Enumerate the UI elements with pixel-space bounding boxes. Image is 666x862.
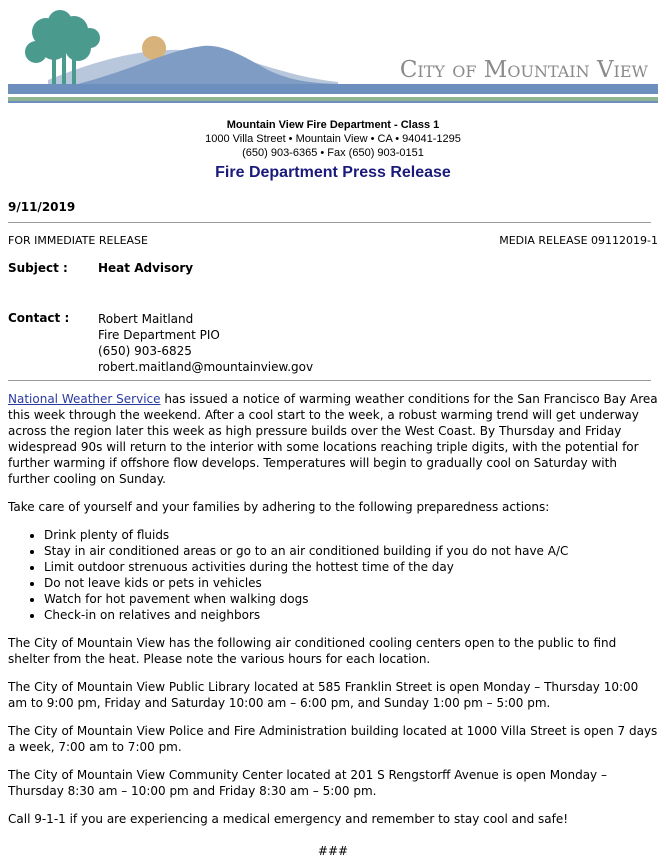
police-fire-paragraph: The City of Mountain View Police and Fire Administration building located at 1000 Villa Street is open 7 days a week, 7:00 am to 7:00 pm. (8, 724, 658, 754)
page-title: Fire Department Press Release (215, 164, 451, 181)
divider (8, 380, 651, 381)
end-mark: ### (317, 844, 349, 858)
press-release-body (8, 391, 660, 839)
department-name: Mountain View Fire Department - Class 1 (226, 119, 440, 131)
divider (8, 222, 651, 223)
contact-phone: (650) 903-6825 (98, 344, 192, 358)
immediate-release-label: FOR IMMEDIATE RELEASE (8, 234, 148, 247)
contact-name: Robert Maitland (98, 312, 194, 326)
subject-value: Heat Advisory (98, 261, 194, 275)
department-address: 1000 Villa Street • Mountain View • CA • 94041-1295 (205, 133, 461, 145)
intro-text: has issued a notice of warming weather conditions for the San Francisco Bay Area this week through the weekend. After a cool start to the week, a robust warming trend will get underway across the region later this week as high pressure builds over the West Coast. By Thursday and Friday widespread 90s will return to the interior with some locations reaching triple digits, with the potential for further warming if offshore flow develops. Temperatures will begin to gradually cool on Saturday with further cooling on Sunday. (8, 392, 658, 486)
contact-email: robert.maitland@mountainview.gov (98, 360, 314, 374)
city-name: City of Mountain View (399, 57, 648, 83)
city-banner (8, 8, 658, 108)
community-center-paragraph: The City of Mountain View Community Center located at 201 S Rengstorff Avenue is open Monday – Thursday 8:30 am – 10:00 pm and Friday 8:30 am – 5:00 pm. (8, 768, 607, 798)
media-release-number: MEDIA RELEASE 09112019-1 (499, 234, 658, 247)
list-item: • Check-in on relatives and neighbors (44, 607, 660, 623)
cooling-centers-paragraph: The City of Mountain View has the following air conditioned cooling centers open to the public to find shelter from the heat. Please note the various hours for each location. (8, 636, 617, 666)
subject-label: Subject : (8, 261, 68, 275)
emergency-paragraph: Call 9-1-1 if you are experiencing a medical emergency and remember to stay cool and safe! (8, 812, 569, 826)
intro-paragraph (8, 391, 660, 487)
list-item: • Limit outdoor strenuous activities during the hottest time of the day (44, 559, 660, 575)
contact-title: Fire Department PIO (98, 328, 220, 342)
list-item: • Stay in air conditioned areas or go to an air conditioned building if you do not have A/C (44, 543, 660, 559)
contact-details (98, 311, 313, 375)
release-date: 9/11/2019 (8, 200, 76, 214)
preparedness-list (8, 527, 660, 623)
contact-label: Contact : (8, 311, 70, 325)
nws-link[interactable]: National Weather Service (8, 392, 161, 406)
list-item: • Watch for hot pavement when walking dogs (44, 591, 660, 607)
list-item: • Drink plenty of fluids (44, 527, 660, 543)
department-header (0, 118, 666, 183)
department-phone: (650) 903-6365 • Fax (650) 903-0151 (242, 147, 424, 159)
list-item: • Do not leave kids or pets in vehicles (44, 575, 660, 591)
preparedness-intro: Take care of yourself and your families by adhering to the following preparedness actions: (8, 500, 550, 514)
library-paragraph: The City of Mountain View Public Library located at 585 Franklin Street is open Monday – Thursday 10:00 am to 9:00 pm, Friday and Saturday 10:00 am – 6:00 pm, and Sunday 1:00 pm – 5:00 pm. (8, 680, 639, 710)
